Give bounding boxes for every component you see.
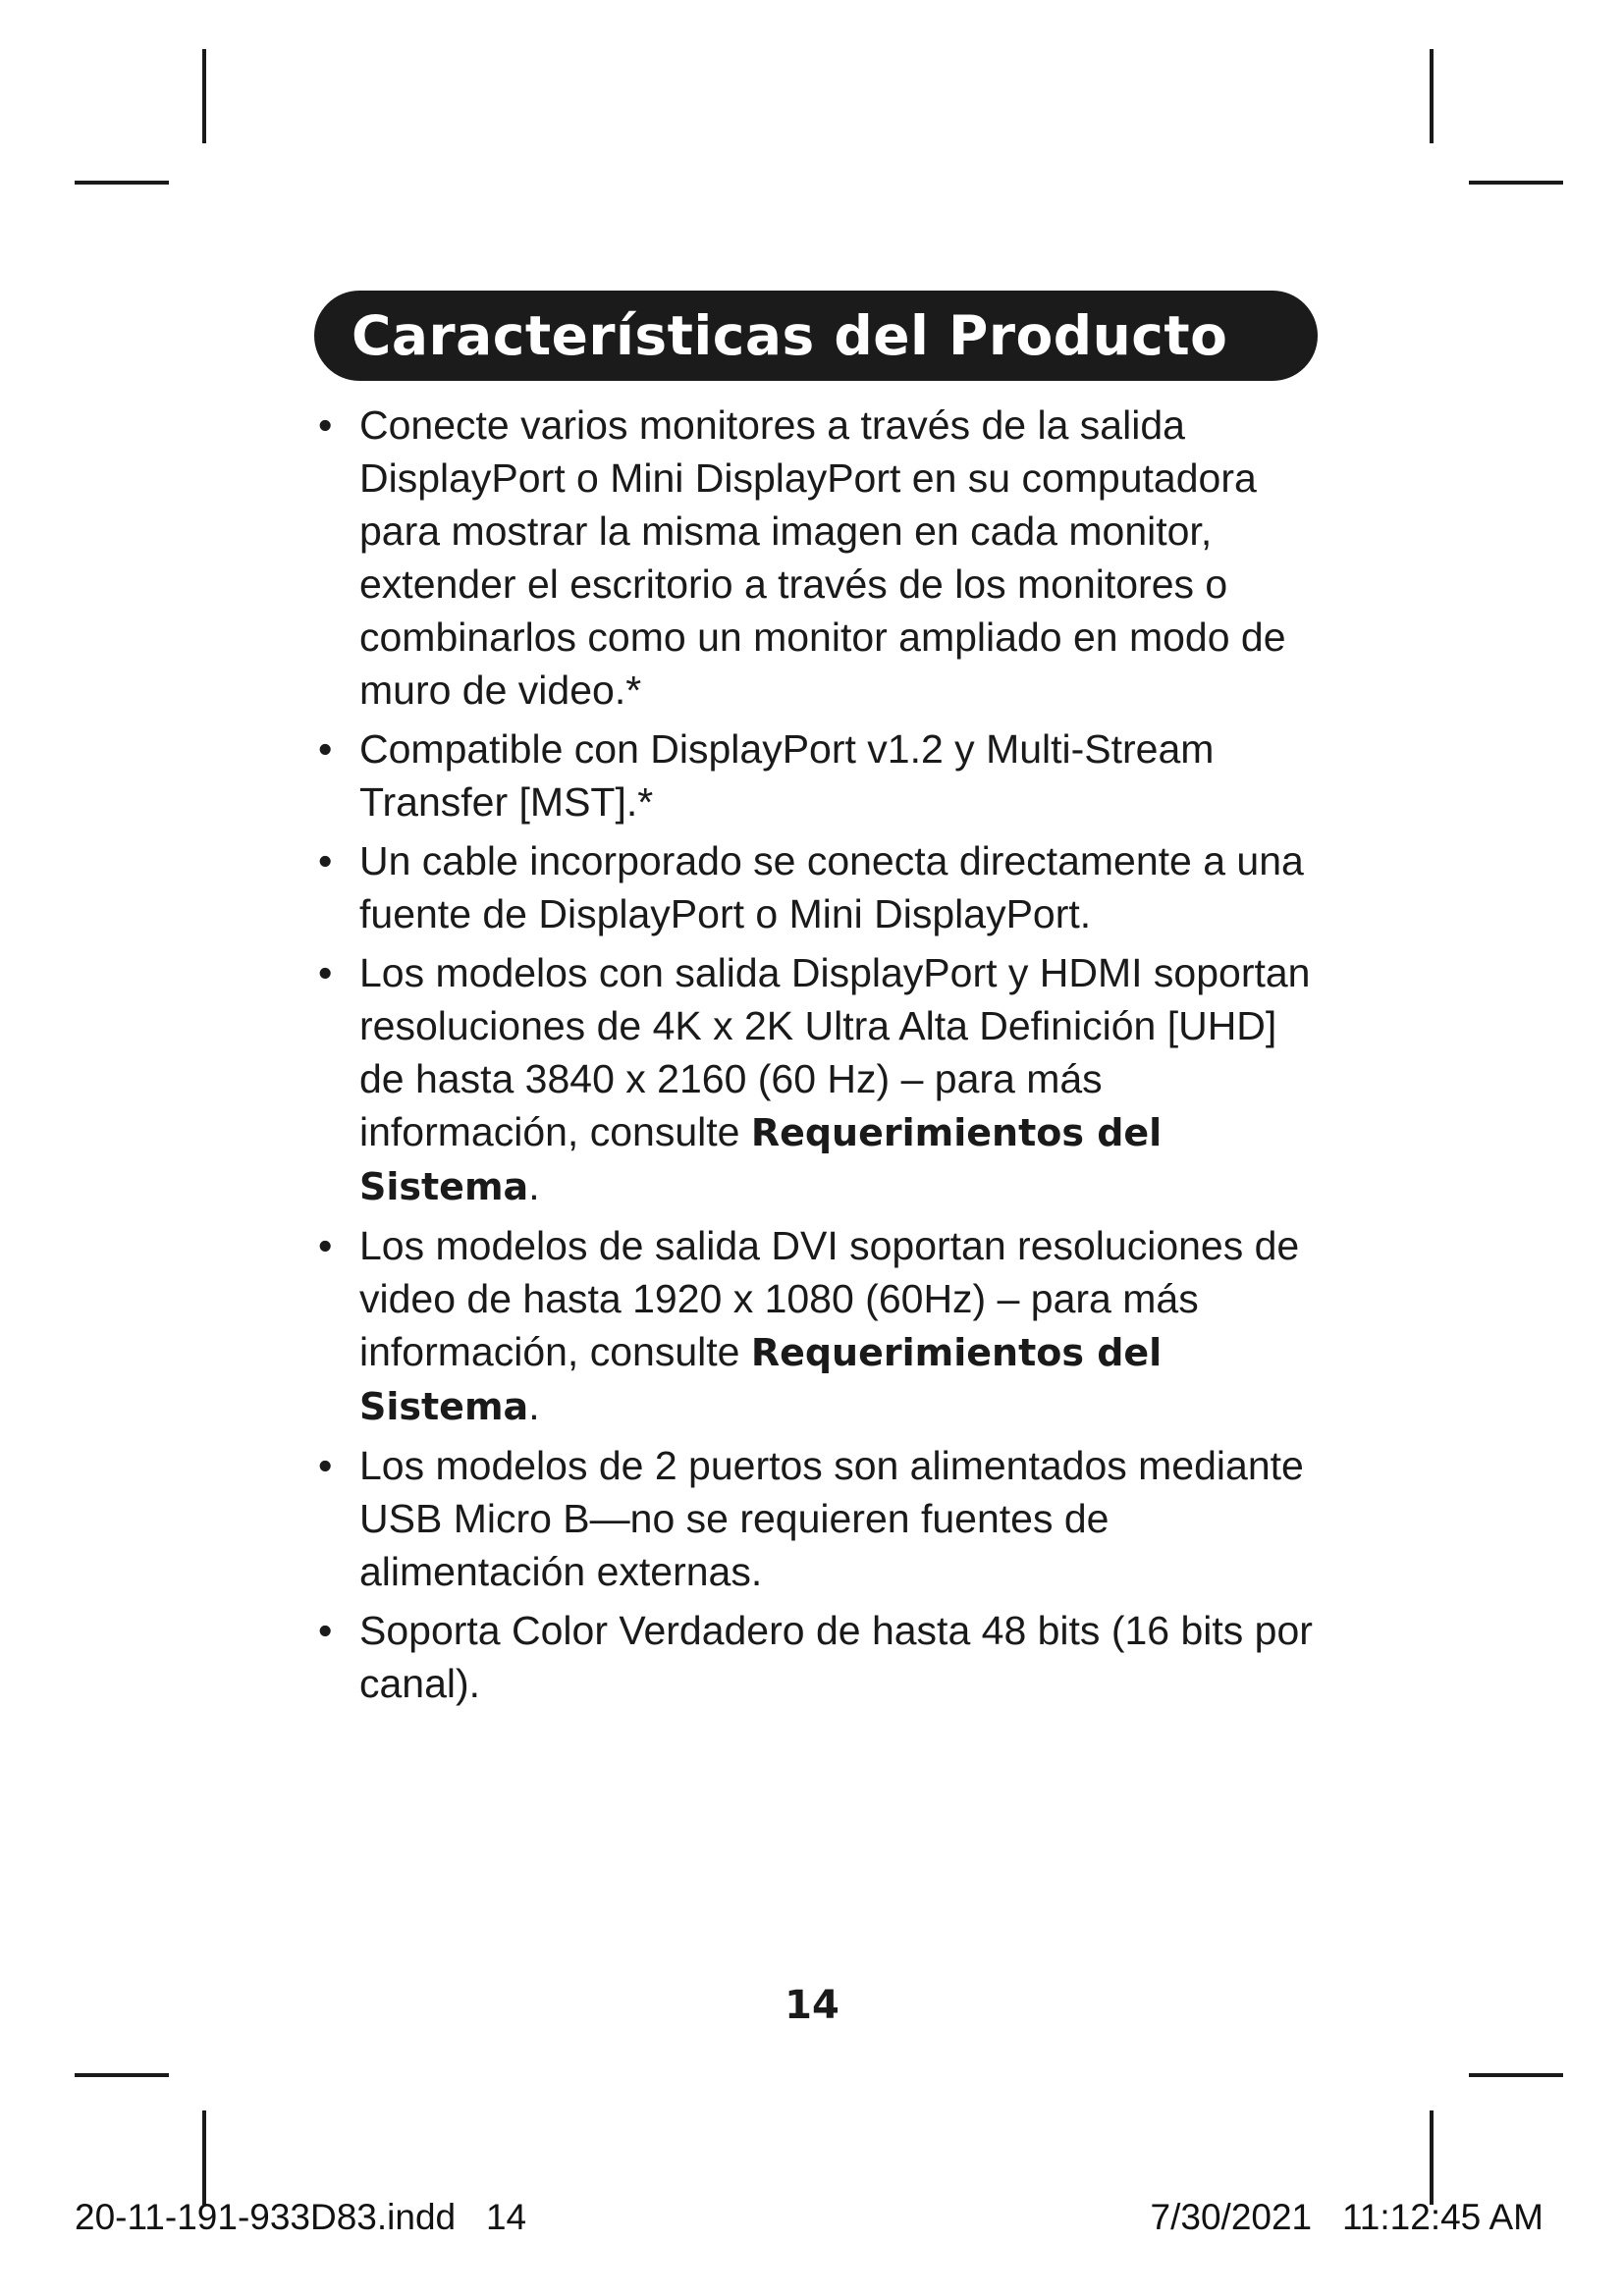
bullet: • <box>318 1223 333 1268</box>
feature-item <box>314 722 1316 828</box>
feature-item <box>314 1439 1316 1598</box>
bullet: • <box>318 950 333 995</box>
crop-mark-bottom-right-horizontal <box>1469 2073 1563 2077</box>
crop-mark-top-left-horizontal <box>75 181 169 185</box>
bullet: • <box>318 1443 333 1488</box>
feature-item <box>314 399 1316 717</box>
bullet: • <box>318 1608 333 1653</box>
feature-text-end: . <box>528 1163 540 1208</box>
section-title: Características del Producto <box>352 304 1228 367</box>
feature-text: Un cable incorporado se conecta directamente a una fuente de DisplayPort o Mini DisplayPort. <box>359 838 1304 936</box>
feature-item <box>314 946 1316 1213</box>
feature-text: Los modelos con salida DisplayPort y HDMI soportan resoluciones de 4K x 2K Ultra Alta Definición [UHD] de hasta 3840 x 2160 (60 Hz) – para más información, consulte <box>359 950 1311 1154</box>
feature-text: Los modelos de 2 puertos son alimentados mediante USB Micro B—no se requieren fuentes de alimentación externas. <box>359 1443 1304 1594</box>
crop-mark-bottom-right-vertical <box>1430 2110 1434 2205</box>
feature-text: Compatible con DisplayPort v1.2 y Multi-Stream Transfer [MST].* <box>359 726 1215 825</box>
footer-filename: 20-11-191-933D83.indd 14 <box>75 2197 527 2237</box>
feature-list <box>314 399 1316 1716</box>
feature-text-end: . <box>528 1383 540 1428</box>
bullet: • <box>318 726 333 772</box>
feature-text: Soporta Color Verdadero de hasta 48 bits (16 bits por canal). <box>359 1608 1313 1706</box>
system-requirements-reference: Requerimientos del Sistema <box>359 1331 1163 1428</box>
feature-text: Conecte varios monitores a través de la salida DisplayPort o Mini DisplayPort en su computadora para mostrar la misma imagen en cada monitor, extender el escritorio a través de los monitores o combinarlos como un monitor ampliado en modo de muro de video.* <box>359 402 1286 713</box>
feature-text: Los modelos de salida DVI soportan resoluciones de video de hasta 1920 x 1080 (60Hz) – para más información, consulte <box>359 1223 1300 1374</box>
crop-mark-bottom-left-vertical <box>202 2110 206 2205</box>
bullet: • <box>318 838 333 883</box>
crop-mark-top-right-horizontal <box>1469 181 1563 185</box>
crop-mark-top-left-vertical <box>202 49 206 143</box>
crop-mark-bottom-left-horizontal <box>75 2073 169 2077</box>
bullet: • <box>318 402 333 448</box>
crop-mark-top-right-vertical <box>1430 49 1434 143</box>
page-number: 14 <box>785 1983 839 2028</box>
feature-item <box>314 1604 1316 1710</box>
footer-datetime: 7/30/2021 11:12:45 AM <box>1150 2197 1543 2237</box>
feature-item <box>314 834 1316 940</box>
section-title-bar <box>314 291 1318 381</box>
system-requirements-reference: Requerimientos del Sistema <box>359 1111 1163 1208</box>
feature-item <box>314 1219 1316 1433</box>
